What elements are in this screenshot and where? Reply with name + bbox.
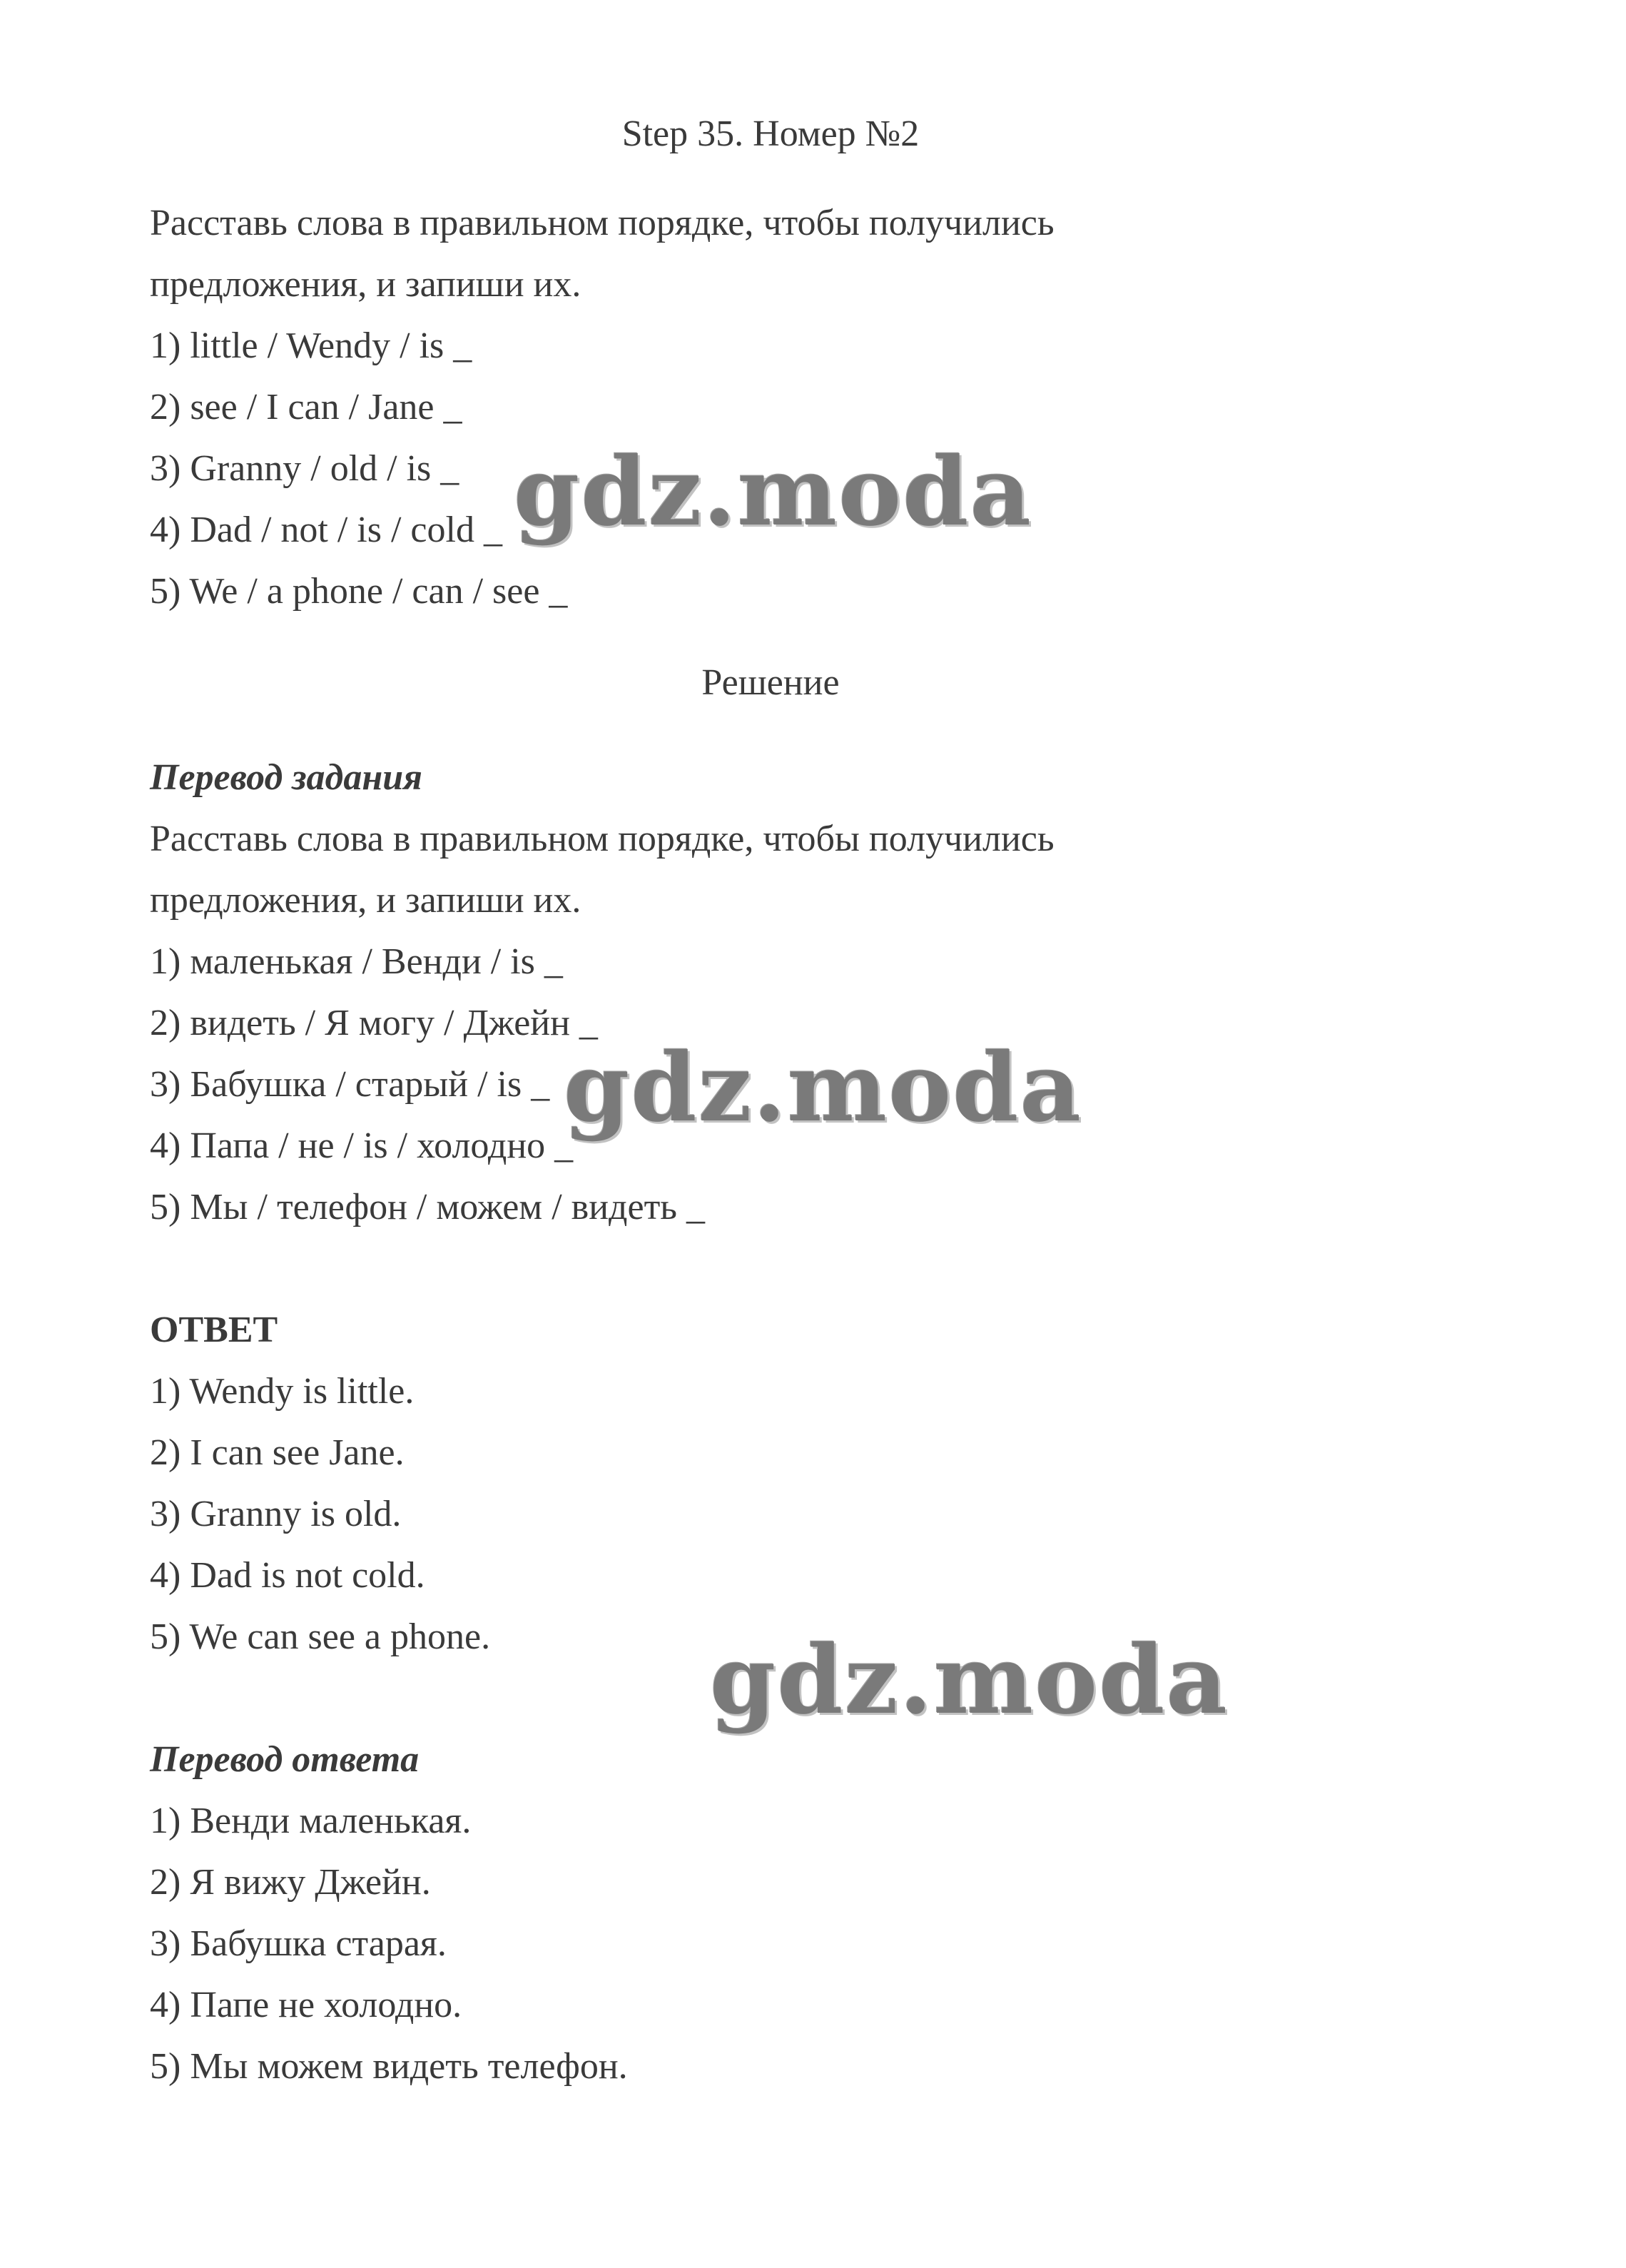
- answer-translation-item: 1) Венди маленькая.: [150, 1801, 472, 1841]
- task-item: 2) see / I can / Jane _: [150, 387, 462, 427]
- answer-translation-heading: Перевод ответа: [150, 1739, 420, 1780]
- task-item: 3) Granny / old / is _: [150, 448, 459, 489]
- answer-translation-item: 5) Мы можем видеть телефон.: [150, 2046, 628, 2087]
- answer-translation-item: 4) Папе не холодно.: [150, 1985, 462, 2025]
- task-instruction-line-2: предложения, и запиши их.: [150, 264, 581, 305]
- task-translation-item: 1) маленькая / Венди / is _: [150, 941, 563, 982]
- solution-heading: Решение: [701, 662, 840, 703]
- watermark: gdz.moda: [564, 1033, 1083, 1143]
- task-translation-instruction-line-1: Расставь слова в правильном порядке, чтобы получились: [150, 819, 1055, 859]
- answer-item: 3) Granny is old.: [150, 1494, 402, 1534]
- task-item: 4) Dad / not / is / cold _: [150, 510, 502, 550]
- task-translation-instruction-line-2: предложения, и запиши их.: [150, 880, 581, 921]
- answer-item: 2) I can see Jane.: [150, 1432, 405, 1473]
- page-title: Step 35. Номер №2: [621, 113, 920, 154]
- answer-item: 5) We can see a phone.: [150, 1616, 491, 1657]
- answer-item: 4) Dad is not cold.: [150, 1555, 425, 1596]
- task-instruction-line-1: Расставь слова в правильном порядке, чтобы получились: [150, 203, 1055, 243]
- task-translation-heading: Перевод задания: [150, 757, 422, 798]
- task-item: 5) We / a phone / can / see _: [150, 571, 568, 612]
- task-translation-item: 2) видеть / Я могу / Джейн _: [150, 1003, 598, 1043]
- task-item: 1) little / Wendy / is _: [150, 325, 472, 366]
- task-translation-item: 5) Мы / телефон / можем / видеть _: [150, 1187, 706, 1227]
- answer-item: 1) Wendy is little.: [150, 1371, 415, 1412]
- task-translation-item: 3) Бабушка / старый / is _: [150, 1064, 550, 1105]
- answer-translation-item: 3) Бабушка старая.: [150, 1923, 447, 1964]
- watermark: gdz.moda: [710, 1625, 1229, 1736]
- answer-heading: ОТВЕТ: [150, 1310, 278, 1350]
- answer-translation-item: 2) Я вижу Джейн.: [150, 1862, 431, 1903]
- task-translation-item: 4) Папа / не / is / холодно _: [150, 1125, 574, 1166]
- watermark: gdz.moda: [514, 437, 1033, 547]
